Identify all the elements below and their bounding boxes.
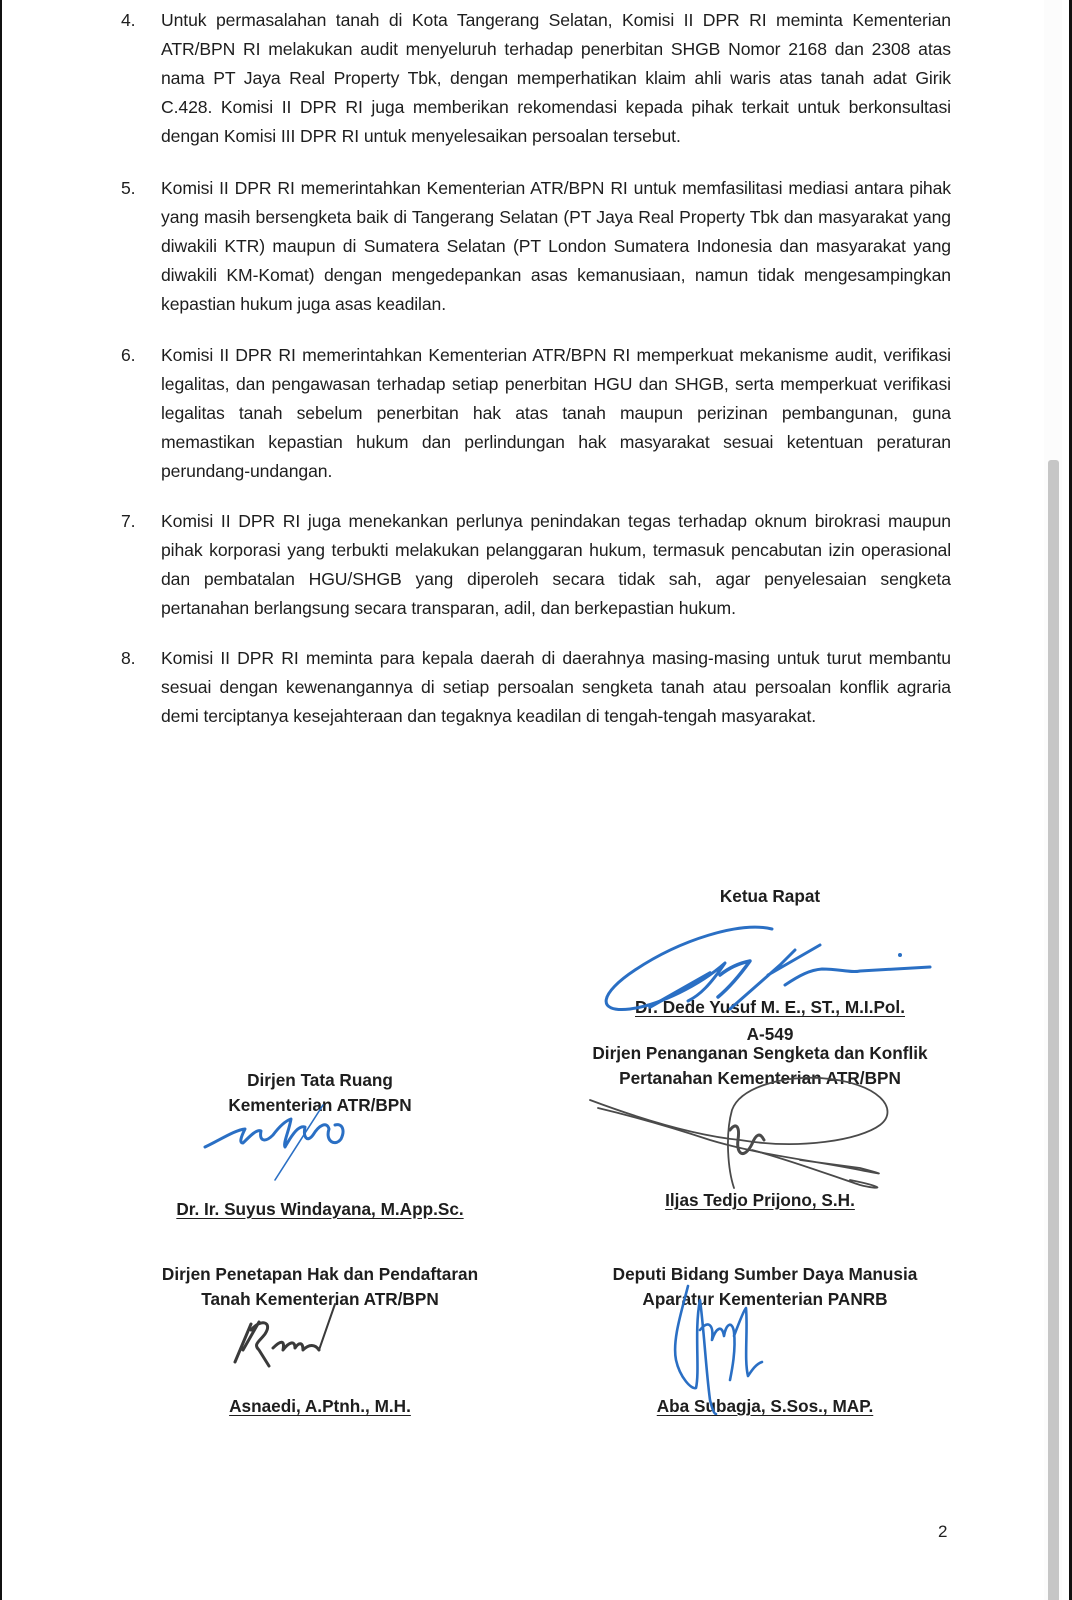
recommendation-list [121,6,951,752]
signature-block-tata-ruang [115,1068,525,1222]
list-item-number: 7. [121,511,136,531]
signatory-name: Aba Subagja, S.Sos., MAP. [656,1396,874,1416]
window-left-edge [0,0,2,1600]
list-item-text: Untuk permasalahan tanah di Kota Tangerang Selatan, Komisi II DPR RI meminta Kementerian ATR/BPN RI melakukan audit menyeluruh terhadap penerbitan SHGB Nomor 2168 dan 2308 atas nama PT Jaya Real Property Tbk, dengan memperhatikan klaim ahli waris atas tanah adat Girik C.428. Komisi II DPR RI juga memberikan rekomendasi kepada pihak terkait untuk berkonsultasi dengan Komisi III DPR RI untuk menyelesaikan persoalan tersebut. [161,10,951,146]
list-item-text: Komisi II DPR RI memerintahkan Kementerian ATR/BPN RI untuk memfasilitasi mediasi antara pihak yang masih bersengketa baik di Tangerang Selatan (PT Jaya Real Property Tbk dan masyarakat yang diwakili KTR) maupun di Sumatera Selatan (PT London Sumatera Indonesia dan masyarakat yang diwakili KM-Komat) dengan mengedepankan asas kemanusiaan, namun tidak mengesampingkan kepastian hukum juga asas keadilan. [161,178,951,314]
list-item [121,644,951,731]
signatory-name: Asnaedi, A.Ptnh., M.H. [229,1396,411,1416]
signatory-title-line1: Deputi Bidang Sumber Daya Manusia [612,1264,918,1284]
signatory-title-line2: Pertanahan Kementerian ATR/BPN [619,1067,901,1088]
signatory-title-line2: Tanah Kementerian ATR/BPN [201,1288,439,1309]
list-item-number: 5. [121,178,136,198]
list-item-text: Komisi II DPR RI memerintahkan Kementerian ATR/BPN RI memperkuat mekanisme audit, verifikasi legalitas, dan pengawasan terhadap setiap penerbitan HGU dan SHGB, serta memperkuat verifikasi legalitas tanah sebelum penerbitan hak atas tanah maupun perizinan pembangunan, guna memastikan kepastian hukum dan perlindungan hak masyarakat sesuai ketentuan peraturan perundang-undangan. [161,345,951,481]
signatory-title-line2: Aparatur Kementerian PANRB [642,1288,888,1309]
list-item-number: 8. [121,648,136,668]
signature-block-sengketa [535,1041,985,1213]
signature-block-panrb [545,1262,985,1419]
signatory-title-line1: Dirjen Tata Ruang [247,1070,393,1090]
list-item [121,341,951,486]
signatory-title-line1: Dirjen Penetapan Hak dan Pendaftaran [161,1264,479,1284]
signatory-name: Iljas Tedjo Prijono, S.H. [665,1190,855,1210]
list-item-text: Komisi II DPR RI juga menekankan perlunya penindakan tegas terhadap oknum birokrasi maupun pihak korporasi yang terbukti melakukan pelanggaran hukum, termasuk pencabutan izin operasional dan pembatalan HGU/SHGB yang diperoleh secara tidak sah, agar penyelesaian sengketa pertanahan berlangsung secara transparan, adil, dan berkepastian hukum. [161,511,951,618]
list-item [121,174,951,319]
signature-block-ketua [560,884,980,1047]
list-item-number: 4. [121,10,136,30]
signatory-title-line1: Dirjen Penanganan Sengketa dan Konflik [592,1043,928,1063]
signature-block-penetapan [110,1262,530,1419]
signatory-title: Ketua Rapat [719,886,821,906]
list-item-text: Komisi II DPR RI meminta para kepala daerah di daerahnya masing-masing untuk turut membantu sesuai dengan kewenangannya di setiap persoalan sengketa tanah atau persoalan konflik agraria demi terciptanya kesejahteraan dan tegaknya keadilan di tengah-tengah masyarakat. [161,648,951,726]
signatory-code: A-549 [746,1024,794,1044]
scrollbar-thumb[interactable] [1048,460,1059,1600]
list-item [121,6,951,151]
list-item-number: 6. [121,345,136,365]
signatory-name: Dr. Dede Yusuf M. E., ST., M.I.Pol. [635,996,905,1017]
signatory-title-line2: Kementerian ATR/BPN [228,1094,412,1115]
page-number: 2 [938,1522,948,1541]
list-item [121,507,951,623]
signatory-name: Dr. Ir. Suyus Windayana, M.App.Sc. [176,1199,464,1219]
